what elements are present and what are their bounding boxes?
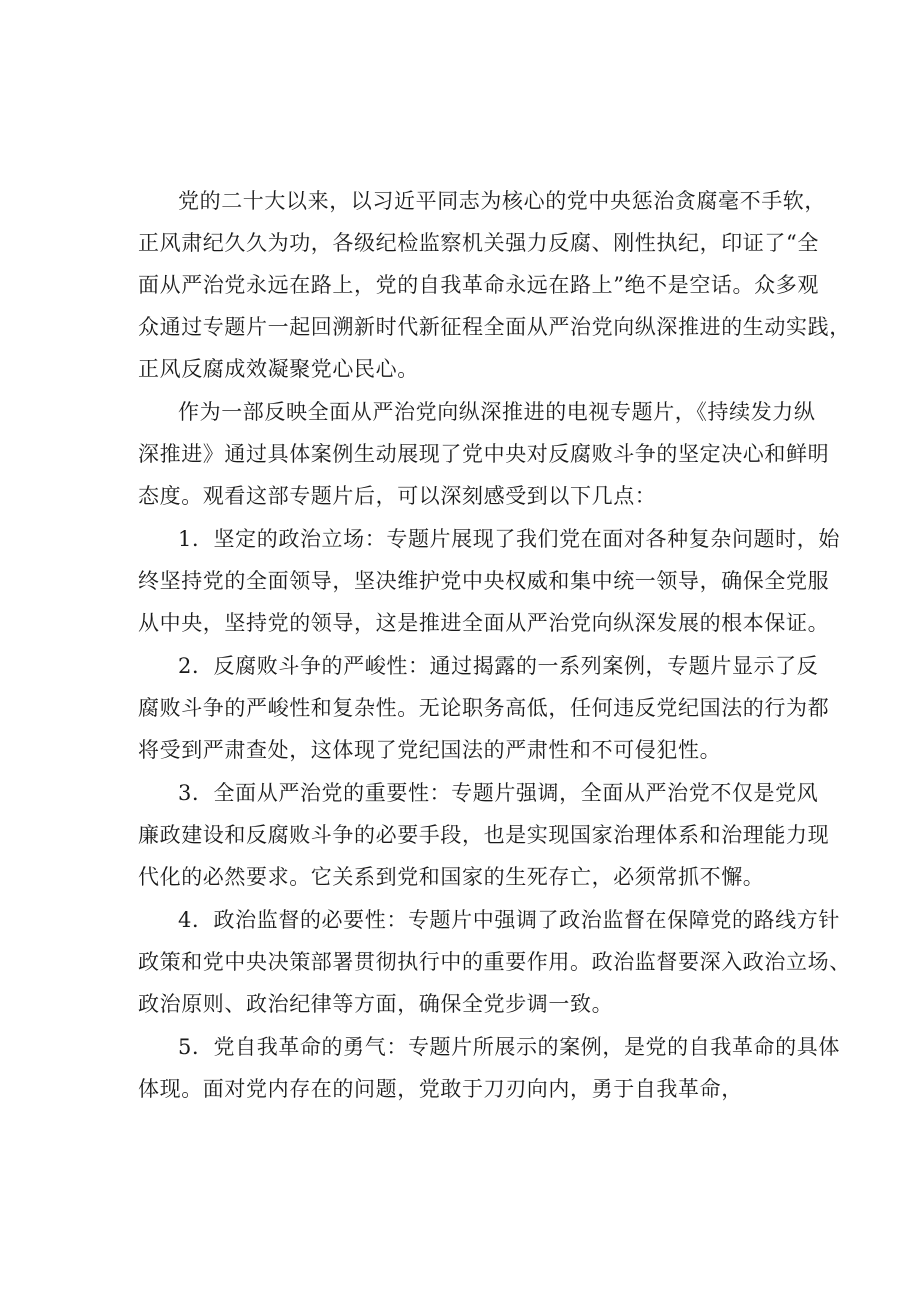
paragraph-2-line-2: 深推进》通过具体案例生动展现了党中央对反腐败斗争的坚定决心和鲜明	[138, 442, 830, 466]
paragraph-3-line-2: 终坚持党的全面领导，坚决维护党中央权威和集中统一领导，确保全党服	[138, 569, 830, 593]
paragraph-2-line-3: 态度。观看这部专题片后，可以深刻感受到以下几点：	[138, 484, 657, 508]
paragraph-7-line-1: 5．党自我革命的勇气：专题片所展示的案例，是党的自我革命的具体	[178, 1035, 840, 1059]
paragraph-6-line-3: 政治原则、政治纪律等方面，确保全党步调一致。	[138, 992, 614, 1016]
paragraph-1-line-4: 众通过专题片一起回溯新时代新征程全面从严治党向纵深推进的生动实践，	[138, 315, 851, 339]
paragraph-7-line-2: 体现。面对党内存在的问题，党敢于刀刃向内，勇于自我革命，	[138, 1077, 743, 1101]
paragraph-1-line-2: 正风肃纪久久为功，各级纪检监察机关强力反腐、刚性执纪，印证了“全	[138, 231, 819, 255]
paragraph-1-line-1: 党的二十大以来，以习近平同志为核心的党中央惩治贪腐毫不手软，	[178, 189, 826, 213]
paragraph-1-line-3: 面从严治党永远在路上，党的自我革命永远在路上”绝不是空话。众多观	[138, 273, 819, 297]
paragraph-3-line-3: 从中央，坚持党的领导，这是推进全面从严治党向纵深发展的根本保证。	[138, 611, 830, 635]
paragraph-3-line-1: 1．坚定的政治立场：专题片展现了我们党在面对各种复杂问题时，始	[178, 527, 840, 551]
paragraph-5-line-3: 代化的必然要求。它关系到党和国家的生死存亡，必须常抓不懈。	[138, 865, 765, 889]
paragraph-5-line-2: 廉政建设和反腐败斗争的必要手段，也是实现国家治理体系和治理能力现	[138, 823, 830, 847]
paragraph-4-line-2: 腐败斗争的严峻性和复杂性。无论职务高低，任何违反党纪国法的行为都	[138, 696, 830, 720]
paragraph-6-line-1: 4．政治监督的必要性：专题片中强调了政治监督在保障党的路线方针	[178, 908, 840, 932]
paragraph-2-line-1: 作为一部反映全面从严治党向纵深推进的电视专题片，《持续发力纵	[178, 400, 816, 424]
paragraph-6-line-2: 政策和党中央决策部署贯彻执行中的重要作用。政治监督要深入政治立场、	[138, 950, 851, 974]
paragraph-4-line-1: 2．反腐败斗争的严峻性：通过揭露的一系列案例，专题片显示了反	[178, 654, 819, 678]
paragraph-4-line-3: 将受到严肃查处，这体现了党纪国法的严肃性和不可侵犯性。	[138, 738, 722, 762]
paragraph-1-line-5: 正风反腐成效凝聚党心民心。	[138, 357, 419, 381]
paragraph-5-line-1: 3．全面从严治党的重要性：专题片强调，全面从严治党不仅是党风	[178, 781, 819, 805]
